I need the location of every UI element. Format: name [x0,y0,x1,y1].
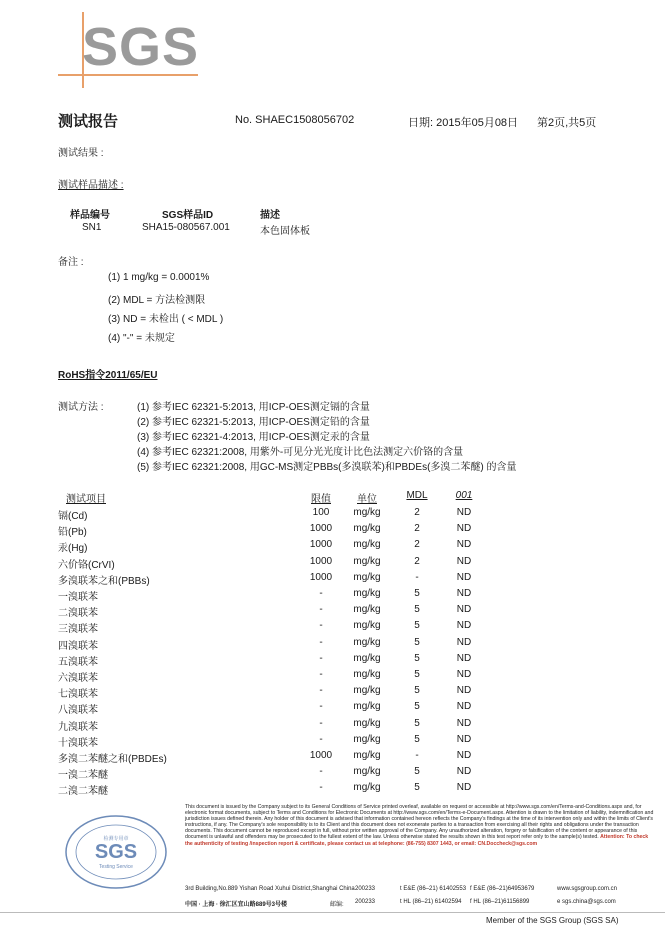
cell-item: 四溴联苯 [58,640,98,652]
results-label: 测试结果 : [58,148,104,159]
cell-result: ND [456,782,472,794]
method-item: (4) 参考IEC 62321:2008, 用紫外-可见分光光度计比色法测定六价铬的含量 [137,447,464,458]
cell-item: 多溴二苯醚之和(PBDEs) [58,754,167,765]
cell-mdl: 5 [414,588,420,599]
cell-item: 五溴联苯 [58,656,98,668]
cell-limit: 1000 [309,523,333,535]
zip-en: 200233 [355,886,376,892]
table-row [58,620,488,636]
cell-mdl: 5 [414,717,420,729]
cell-unit: mg/kg [353,620,381,632]
remark-item: (1) 1 mg/kg = 0.0001% [108,272,210,283]
cell-unit: mg/kg [353,571,381,583]
cell-mdl: 2 [414,539,420,551]
table-row [58,685,488,701]
address-en: 3rd Building,No.889 Yishan Road Xuhui District,Shanghai China [185,886,355,892]
member-text: Member of the SGS Group (SGS SA) [486,916,619,925]
cell-mdl: 5 [414,636,420,648]
cell-mdl: 5 [414,782,420,794]
disclaimer-text: This document is issued by the Company subject to its General Conditions of Service printed overleaf, available on request or accessible at http://www.sgs.com/en/Terms-and-Conditions.aspx and, for electronic format documents, subject to Terms and Conditions for Electronic Documents at http://www.sgs.com/en/Terms-e-Document.aspx. Attention is drawn to the limitation of liability, indemnification and jurisdiction issues defined therein. Any holder of this document is advised that information contained hereon reflects the Company's findings at the time of its intervention only and within the limits of Client's instructions, if any. The Company's sole responsibility is to its Client and this document does not exonerate parties to a transaction from exercising all their rights and obligations under the transaction documents. This document cannot be reproduced except in full, without prior written approval of the Company. Any unauthorized alteration, forgery or falsification of the content or appearance of this document is unlawful and offenders may be prosecuted to the fullest extent of the law. Unless otherwise stated the results shown in this test report refer only to the sample(s) tested. [185,804,654,841]
cell-item: 三溴联苯 [58,624,98,636]
cell-unit: mg/kg [353,555,381,567]
cell-result: ND [456,652,472,664]
table-row [58,572,488,588]
cell-unit: mg/kg [353,750,381,761]
method-item: (3) 参考IEC 62321-4:2013, 用ICP-OES测定汞的含量 [137,432,370,443]
cell-limit: 1000 [309,750,333,761]
sample-desc-label: 测试样品描述 : [58,180,124,191]
cell-limit: - [319,701,323,713]
cell-result: ND [456,669,472,680]
cell-item: 二溴联苯 [58,608,98,620]
cell-mdl: 5 [414,669,420,680]
cell-limit: 1000 [309,571,333,583]
logo-text: SGS [82,17,200,77]
sample-header-desc: 描述 [260,210,280,221]
table-row [58,637,488,653]
sgs-logo [58,12,198,82]
cell-mdl: 2 [414,507,420,518]
col-header-limit: 限值 [311,494,331,505]
cell-result: ND [456,604,472,616]
cell-limit: - [319,669,323,680]
cell-mdl: 5 [414,733,420,745]
col-header-result: 001 [455,490,473,501]
table-row [58,669,488,685]
cell-result: ND [456,701,472,713]
table-row [58,766,488,782]
cell-mdl: 5 [414,620,420,632]
email: e sgs.china@sgs.com [557,899,616,905]
cell-unit: mg/kg [353,766,381,778]
table-row [58,782,488,798]
cell-limit: - [319,652,323,664]
table-row [58,523,488,539]
cell-unit: mg/kg [353,733,381,745]
cell-unit: mg/kg [353,701,381,713]
cell-result: ND [456,685,472,697]
cell-result: ND [456,766,472,778]
table-row [58,718,488,734]
table-row [58,556,488,572]
remark-item: (3) ND = 未检出 ( < MDL ) [108,314,224,325]
cell-unit: mg/kg [353,539,381,551]
cell-mdl: - [415,750,419,761]
website: www.sgsgroup.com.cn [557,886,618,892]
cell-limit: - [319,782,323,794]
cell-unit: mg/kg [353,717,381,729]
report-number: No. SHAEC1508056702 [235,114,355,126]
cell-item: 汞(Hg) [58,543,88,555]
cell-result: ND [456,636,472,648]
cell-limit: - [319,685,323,697]
cell-limit: - [319,733,323,745]
report-date: 日期: 2015年05月08日 [408,117,519,129]
fax-cn: f HL (86–21)61156899 [470,899,530,905]
cell-item: 十溴联苯 [58,737,98,749]
method-item: (5) 参考IEC 62321:2008, 用GC-MS测定PBBs(多溴联苯)和PBDEs(多溴二苯醚) 的含量 [137,462,517,473]
cell-limit: - [319,717,323,729]
cell-result: ND [456,750,472,761]
cell-item: 二溴二苯醚 [58,786,108,798]
cell-result: ND [456,588,472,599]
cell-item: 六溴联苯 [58,673,98,684]
cell-result: ND [456,717,472,729]
sample-header-id: SGS样品ID [162,210,214,221]
cell-result: ND [456,620,472,632]
cell-unit: mg/kg [353,604,381,616]
cell-result: ND [456,507,472,518]
footer [55,804,655,914]
cell-result: ND [456,733,472,745]
page-indicator: 第2页,共5页 [537,117,597,129]
remarks-label: 备注 : [58,257,84,268]
cell-limit: 1000 [309,555,333,567]
cell-mdl: 2 [414,555,420,567]
method-item: (2) 参考IEC 62321-5:2013, 用ICP-OES测定铅的含量 [137,417,370,428]
address-cn: 中国 · 上海 · 徐汇区宜山路889号3号楼 [185,902,288,908]
cell-unit: mg/kg [353,652,381,664]
cell-result: ND [456,571,472,583]
cell-limit: - [319,620,323,632]
col-header-mdl: MDL [406,490,428,501]
cell-limit: 1000 [309,539,333,551]
cell-mdl: 5 [414,685,420,697]
cell-item: 多溴联苯之和(PBBs) [58,575,150,587]
fax-en: f E&E (86–21)64953679 [470,886,535,892]
cell-result: ND [456,523,472,535]
table-row [58,701,488,717]
cell-mdl: 5 [414,604,420,616]
cell-mdl: - [415,571,419,583]
sample-no: SN1 [82,222,102,233]
table-row [58,653,488,669]
col-header-unit: 单位 [357,494,377,505]
cell-unit: mg/kg [353,782,381,794]
cell-unit: mg/kg [353,685,381,697]
cell-mdl: 5 [414,701,420,713]
cell-unit: mg/kg [353,588,381,599]
cell-item: 铅(Pb) [58,527,87,539]
cell-item: 一溴二苯醚 [58,770,108,782]
footer-divider [0,912,665,913]
cell-item: 一溴联苯 [58,592,98,603]
table-row [58,734,488,750]
zip-cn-label: 邮编: [330,902,344,908]
cell-item: 九溴联苯 [58,721,98,733]
cell-item: 镉(Cd) [58,511,88,522]
stamp-cn-text: 检测专用章 [103,836,129,842]
zip-cn: 200233 [355,899,376,905]
cell-unit: mg/kg [353,636,381,648]
stamp-sub-text: Testing Service [99,864,133,870]
col-header-item: 测试项目 [66,494,106,505]
cell-unit: mg/kg [353,669,381,680]
cell-item: 八溴联苯 [58,705,98,717]
method-item: (1) 参考IEC 62321-5:2013, 用ICP-OES测定镉的含量 [137,402,370,413]
cell-unit: mg/kg [353,507,381,518]
cell-unit: mg/kg [353,523,381,535]
testing-service-stamp [60,812,172,892]
report-title: 测试报告 [58,113,119,130]
method-label: 测试方法 : [58,402,104,413]
remark-item: (4) "-" = 未规定 [108,333,175,344]
cell-mdl: 5 [414,652,420,664]
results-table-header [58,490,488,506]
sample-header-no: 样品编号 [70,210,110,221]
cell-limit: - [319,636,323,648]
cell-result: ND [456,555,472,567]
table-row [58,750,488,766]
table-row [58,507,488,523]
table-row [58,588,488,604]
sample-id: SHA15-080567.001 [142,222,230,233]
table-row [58,539,488,555]
cell-item: 七溴联苯 [58,689,98,701]
cell-result: ND [456,539,472,551]
table-row [58,604,488,620]
cell-limit: 100 [312,507,330,518]
section-title: RoHS指令2011/65/EU [58,370,158,381]
tel-en: t E&E (86–21) 61402553 [400,886,467,892]
sample-desc: 本色固体板 [260,226,310,237]
cell-mdl: 5 [414,766,420,778]
remark-item: (2) MDL = 方法检测限 [108,295,206,306]
tel-cn: t HL (86–21) 61402594 [400,899,462,905]
stamp-logo-text: SGS [94,841,138,863]
cell-limit: - [319,588,323,599]
cell-item: 六价铬(CrVI) [58,559,115,571]
attention-text: Attention: To check the authenticity of testing /inspection report & certificate, please contact us at telephone: (86-755) 8307 1443, or email: CN.Doccheck@sgs.com [185,834,649,847]
cell-limit: - [319,604,323,616]
cell-limit: - [319,766,323,778]
cell-mdl: 2 [414,523,420,535]
disclaimer [185,804,655,847]
